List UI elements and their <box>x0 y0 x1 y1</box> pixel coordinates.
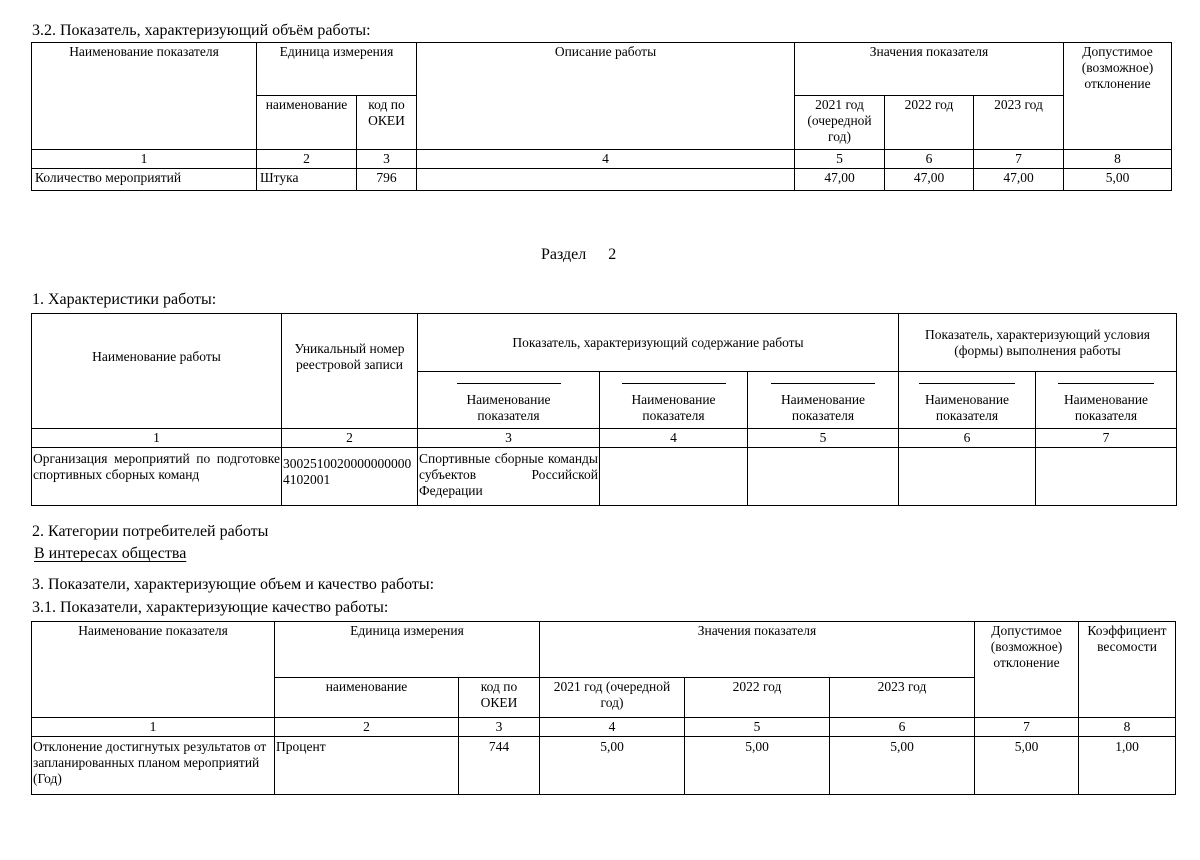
column-number: 2 <box>282 429 418 448</box>
header-indicator-name: Наименование показателя <box>32 43 257 150</box>
row-weight-coefficient: 1,00 <box>1079 737 1176 795</box>
quality-indicator-heading: 3.1. Показатели, характеризующие качество работы: <box>32 599 389 616</box>
table-row <box>32 448 1177 506</box>
row-work-name: Организация мероприятий по подготовке спортивных сборных команд <box>32 448 282 506</box>
row-content-indicator-2 <box>600 448 748 506</box>
row-content-indicator-1: Спортивные сборные команды субъектов Российской Федерации <box>418 448 600 506</box>
column-number-row <box>32 150 1172 169</box>
row-indicator-name: Отклонение достигнутых результатов от запланированных планом мероприятий (Год) <box>32 737 275 795</box>
header-indicator-values: Значения показателя <box>540 622 975 678</box>
row-value-2023: 5,00 <box>830 737 975 795</box>
consumer-category-value: В интересах общества <box>34 545 187 562</box>
header-year-2021: 2021 год (очередной год) <box>795 96 885 150</box>
table-row <box>32 169 1172 191</box>
row-value-2021: 47,00 <box>795 169 885 191</box>
header-content-indicator-3: Наименование показателя <box>771 383 875 424</box>
column-number: 3 <box>357 150 417 169</box>
column-number: 1 <box>32 429 282 448</box>
work-characteristics-table <box>31 313 1177 506</box>
column-number: 7 <box>974 150 1064 169</box>
header-work-description: Описание работы <box>417 43 795 150</box>
row-value-2022: 47,00 <box>885 169 974 191</box>
row-registry-number: 30025100200000000004102001 <box>282 448 418 506</box>
column-number-row <box>32 718 1176 737</box>
header-year-2023: 2023 год <box>974 96 1064 150</box>
column-number: 6 <box>885 150 974 169</box>
header-unit-code: код по ОКЕИ <box>459 678 540 718</box>
column-number: 6 <box>830 718 975 737</box>
header-condition-indicator-1: Наименование показателя <box>919 383 1015 424</box>
row-unit-code: 796 <box>357 169 417 191</box>
row-content-indicator-3 <box>748 448 899 506</box>
header-work-name: Наименование работы <box>32 314 282 429</box>
row-value-2023: 47,00 <box>974 169 1064 191</box>
section-number: 2 <box>608 246 617 263</box>
column-number: 4 <box>540 718 685 737</box>
table-row <box>32 737 1176 795</box>
row-condition-indicator-1 <box>899 448 1036 506</box>
header-year-2022: 2022 год <box>685 678 830 718</box>
column-number: 2 <box>257 150 357 169</box>
row-work-description <box>417 169 795 191</box>
header-indicator-values: Значения показателя <box>795 43 1064 96</box>
header-year-2021: 2021 год (очередной год) <box>540 678 685 718</box>
row-unit-name: Штука <box>257 169 357 191</box>
volume-indicator-table <box>31 42 1172 191</box>
column-number: 7 <box>975 718 1079 737</box>
column-number: 7 <box>1036 429 1177 448</box>
column-number: 8 <box>1079 718 1176 737</box>
column-number: 8 <box>1064 150 1172 169</box>
header-indicator-name: Наименование показателя <box>32 622 275 718</box>
column-number: 6 <box>899 429 1036 448</box>
row-allowed-deviation: 5,00 <box>1064 169 1172 191</box>
header-unit: Единица измерения <box>257 43 417 96</box>
section-title <box>541 246 616 264</box>
volume-indicator-heading: 3.2. Показатель, характеризующий объём работы: <box>32 22 371 39</box>
header-allowed-deviation: Допустимое (возможное) отклонение <box>975 622 1079 718</box>
column-number-row <box>32 429 1177 448</box>
quality-indicator-table <box>31 621 1176 795</box>
header-condition-indicator-2: Наименование показателя <box>1058 383 1154 424</box>
column-number: 5 <box>795 150 885 169</box>
header-allowed-deviation: Допустимое (возможное) отклонение <box>1064 43 1172 150</box>
column-number: 5 <box>748 429 899 448</box>
header-registry-number: Уникальный номер реестровой записи <box>282 314 418 429</box>
row-unit-code: 744 <box>459 737 540 795</box>
column-number: 4 <box>417 150 795 169</box>
consumer-categories-heading: 2. Категории потребителей работы <box>32 523 269 540</box>
column-number: 1 <box>32 718 275 737</box>
header-unit-name: наименование <box>257 96 357 150</box>
header-content-indicator-1: Наименование показателя <box>457 383 561 424</box>
column-number: 2 <box>275 718 459 737</box>
row-unit-name: Процент <box>275 737 459 795</box>
column-number: 1 <box>32 150 257 169</box>
header-unit-code: код по ОКЕИ <box>357 96 417 150</box>
work-characteristics-heading: 1. Характеристики работы: <box>32 291 217 308</box>
header-work-content: Показатель, характеризующий содержание работы <box>418 314 899 372</box>
header-year-2023: 2023 год <box>830 678 975 718</box>
row-indicator-name: Количество мероприятий <box>32 169 257 191</box>
header-work-conditions: Показатель, характеризующий условия (формы) выполнения работы <box>899 314 1177 372</box>
header-year-2022: 2022 год <box>885 96 974 150</box>
column-number: 5 <box>685 718 830 737</box>
volume-quality-heading: 3. Показатели, характеризующие объем и качество работы: <box>32 576 435 593</box>
row-condition-indicator-2 <box>1036 448 1177 506</box>
row-value-2022: 5,00 <box>685 737 830 795</box>
header-weight-coefficient: Коэффициент весомости <box>1079 622 1176 718</box>
header-unit: Единица измерения <box>275 622 540 678</box>
column-number: 4 <box>600 429 748 448</box>
row-value-2021: 5,00 <box>540 737 685 795</box>
section-label: Раздел <box>541 246 587 263</box>
column-number: 3 <box>459 718 540 737</box>
column-number: 3 <box>418 429 600 448</box>
row-allowed-deviation: 5,00 <box>975 737 1079 795</box>
header-unit-name: наименование <box>275 678 459 718</box>
header-content-indicator-2: Наименование показателя <box>622 383 726 424</box>
